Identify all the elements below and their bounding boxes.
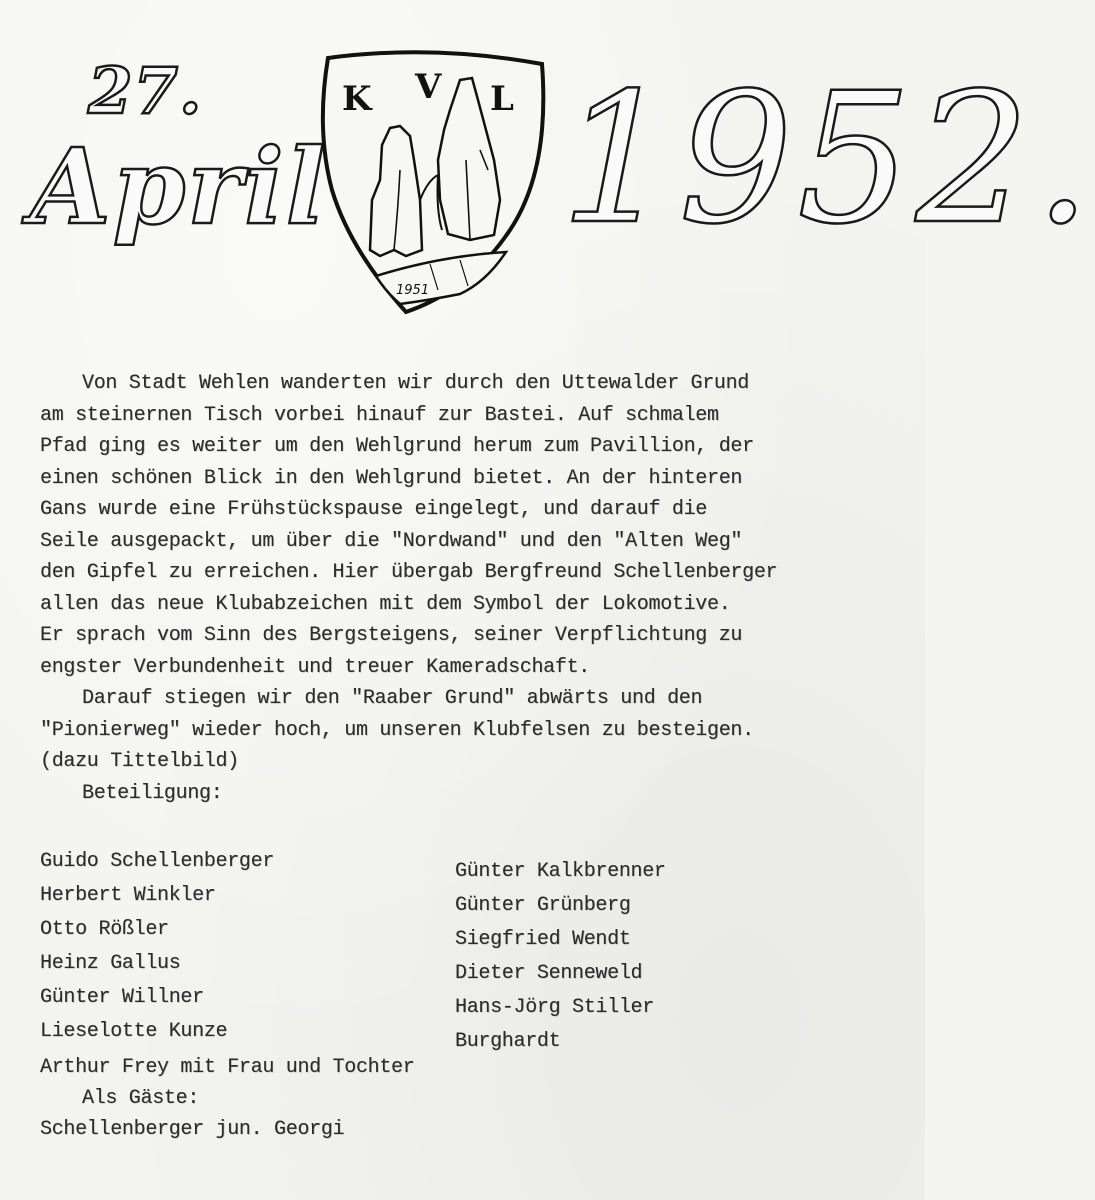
report-line: Seile ausgepackt, um über die "Nordwand" und den "Alten Weg" xyxy=(40,529,743,553)
header-day: 27. xyxy=(88,54,203,129)
header-year: 1952. xyxy=(560,55,1095,264)
badge-letter-v: V xyxy=(415,67,442,107)
report-line: Er sprach vom Sinn des Bergsteigens, seiner Verpflichtung zu xyxy=(40,624,743,647)
participant-family: Arthur Frey mit Frau und Tochter xyxy=(40,1056,415,1079)
report-line: Pfad ging es weiter um den Wehlgrund herum zum Pavillion, der xyxy=(40,435,754,458)
participant-name: Hans-Jörg Stiller xyxy=(455,996,654,1019)
participant-name: Siegfried Wendt xyxy=(455,928,631,951)
participants-right-column xyxy=(455,855,875,1059)
guests-names: Schellenberger jun. Georgi xyxy=(40,1118,345,1141)
participant-name: Heinz Gallus xyxy=(40,952,181,975)
club-badge-emblem xyxy=(310,50,555,320)
participant-name: Herbert Winkler xyxy=(40,884,216,907)
participants-left-column xyxy=(40,845,440,1049)
club-badge xyxy=(310,50,555,320)
report-line: engster Verbundenheit und treuer Kameradschaft. xyxy=(40,655,590,679)
guests-label: Als Gäste: xyxy=(82,1087,200,1110)
participants-heading: Beteiligung: xyxy=(82,781,223,805)
participant-name: Dieter Senneweld xyxy=(455,962,643,985)
header-month: April xyxy=(30,125,328,248)
participant-name: Lieselotte Kunze xyxy=(40,1020,228,1043)
report-line: am steinernen Tisch vorbei hinauf zur Bastei. Auf schmalem xyxy=(40,403,719,427)
report-line: einen schönen Blick in den Wehlgrund bietet. An der hinteren xyxy=(40,466,743,490)
participant-name: Guido Schellenberger xyxy=(40,850,275,873)
report-text xyxy=(40,368,900,809)
report-line: Gans wurde eine Frühstückspause eingelegt, und darauf die xyxy=(40,498,708,521)
report-line: allen das neue Klubabzeichen mit dem Symbol der Lokomotive. xyxy=(40,592,731,616)
report-line: den Gipfel zu erreichen. Hier übergab Bergfreund Schellenberger xyxy=(40,561,778,584)
participant-name: Burghardt xyxy=(455,1030,561,1053)
guests-section xyxy=(40,1052,414,1145)
participant-name: Günter Willner xyxy=(40,986,204,1009)
badge-letter-l: L xyxy=(490,79,514,119)
badge-year: 1951 xyxy=(396,283,430,298)
participant-name: Otto Rößler xyxy=(40,918,169,941)
report-line: "Pionierweg" wieder hoch, um unseren Klubfelsen zu besteigen. xyxy=(40,718,754,742)
participant-name: Günter Grünberg xyxy=(455,894,631,917)
participant-name: Günter Kalkbrenner xyxy=(455,860,666,883)
report-line: (dazu Tittelbild) xyxy=(40,750,239,773)
report-line: Von Stadt Wehlen wanderten wir durch den Uttewalder Grund xyxy=(82,372,750,395)
report-line: Darauf stiegen wir den "Raaber Grund" abwärts und den xyxy=(82,687,703,710)
badge-letter-k: K xyxy=(342,79,372,119)
